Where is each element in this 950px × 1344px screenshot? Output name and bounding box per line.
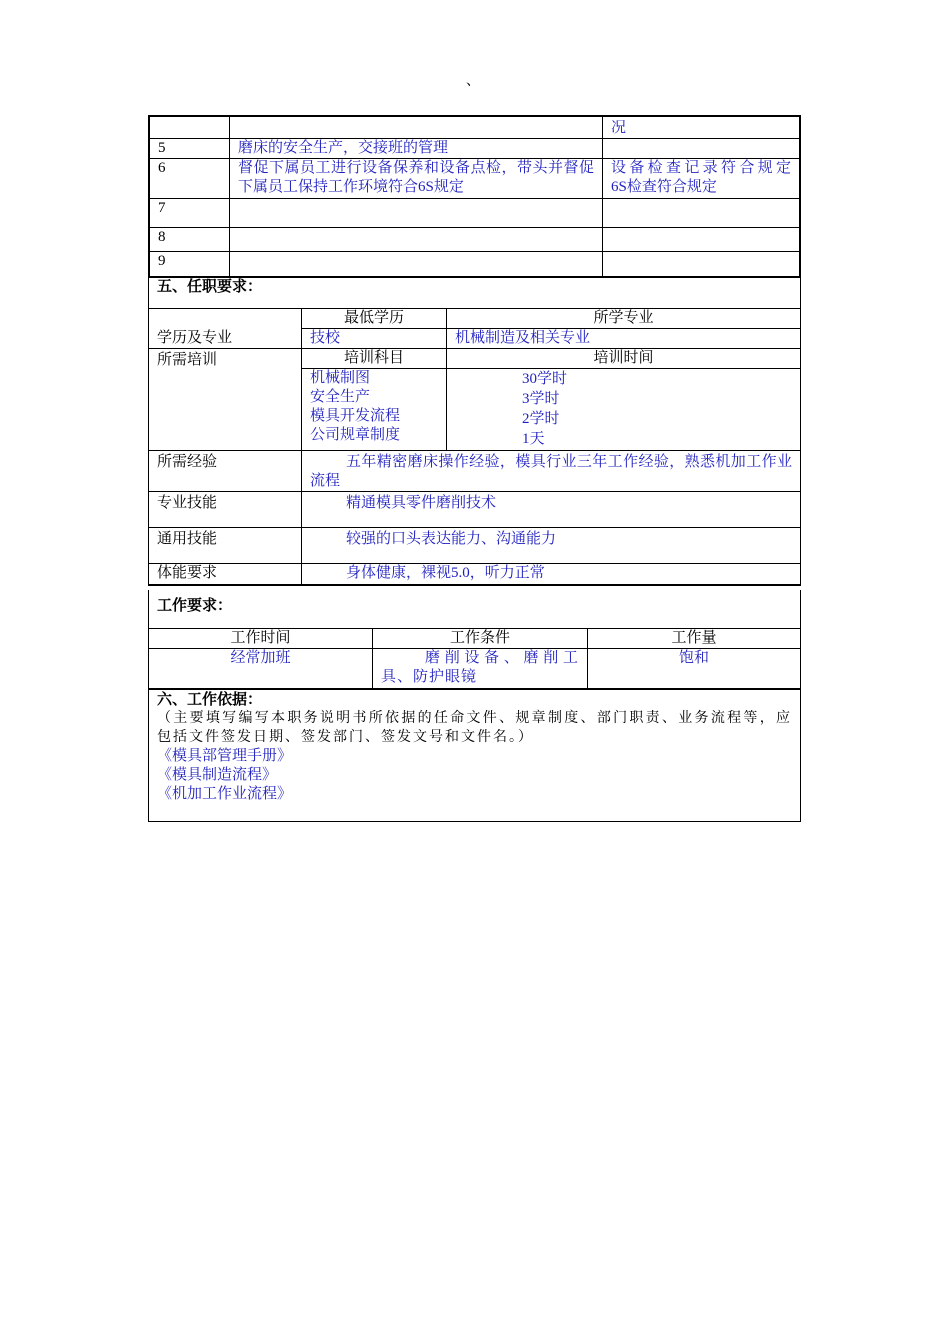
training-subject-header: 培训科目 <box>302 349 447 369</box>
min-education-header: 最低学历 <box>302 309 447 329</box>
general-skill-label: 通用技能 <box>149 528 302 564</box>
training-subjects <box>302 369 447 451</box>
workload-value: 饱和 <box>588 649 801 689</box>
work-condition-header: 工作条件 <box>373 629 588 649</box>
basis-doc: 《机加工作业流程》 <box>157 786 293 802</box>
training-subject: 模具开发流程 <box>310 408 401 424</box>
row-num: 7 <box>150 199 230 228</box>
training-time-header: 培训时间 <box>447 349 801 369</box>
professional-skill-value: 精通模具零件磨削技术 <box>302 492 801 528</box>
general-skill-value: 较强的口头表达能力、沟通能力 <box>302 528 801 564</box>
min-education-value: 技校 <box>302 329 447 349</box>
training-subject: 机械制图 <box>310 370 371 386</box>
section-title: 六、工作依据： <box>157 692 263 708</box>
training-subject: 公司规章制度 <box>310 427 401 443</box>
experience-label: 所需经验 <box>149 451 302 492</box>
professional-skill-label: 专业技能 <box>149 492 302 528</box>
basis-doc: 《模具制造流程》 <box>157 767 278 783</box>
training-hours <box>447 369 801 451</box>
row-num: 5 <box>150 139 230 159</box>
standard-line: 6S检查符合规定 <box>611 179 717 195</box>
training-hour: 2学时 <box>522 411 560 427</box>
training-hour: 3学时 <box>522 391 560 407</box>
work-condition-value: 磨削设备、磨削工具、防护眼镜 <box>373 649 588 689</box>
education-label: 学历及专业 <box>149 309 302 349</box>
requirements-section <box>148 273 801 586</box>
task-cell: 督促下属员工进行设备保养和设备点检，带头并督促下属员工保持工作环境符合6S规定 <box>230 159 603 199</box>
duty-table <box>148 115 801 278</box>
basis-docs <box>149 747 800 804</box>
section-title: 工作要求： <box>157 598 233 614</box>
training-label: 所需培训 <box>149 349 302 451</box>
basis-doc: 《模具部管理手册》 <box>157 748 293 764</box>
row-num: 8 <box>150 228 230 252</box>
work-basis-section <box>148 687 801 822</box>
section-title: 五、任职要求： <box>157 279 263 295</box>
standard-cell <box>603 159 800 199</box>
work-time-value: 经常加班 <box>149 649 373 689</box>
experience-value: 五年精密磨床操作经验，模具行业三年工作经验，熟悉机加工作业流程 <box>302 451 801 492</box>
basis-note: （主要填写编写本职务说明书所依据的任命文件、规章制度、部门职责、业务流程等，应包括文件签发日期、签发部门、签发文号和文件名。） <box>157 711 792 745</box>
major-header: 所学专业 <box>447 309 801 329</box>
row-num: 9 <box>150 252 230 277</box>
training-hour: 30学时 <box>522 371 568 387</box>
physical-value: 身体健康，裸视5.0，听力正常 <box>302 564 801 585</box>
work-time-header: 工作时间 <box>149 629 373 649</box>
row-num: 6 <box>150 159 230 199</box>
task-cell: 磨床的安全生产，交接班的管理 <box>230 139 603 159</box>
page-mark: 、 <box>466 74 480 89</box>
work-requirements-section <box>148 590 801 690</box>
workload-header: 工作量 <box>588 629 801 649</box>
physical-label: 体能要求 <box>149 564 302 585</box>
standard-continued: 况 <box>603 117 800 139</box>
training-hour: 1天 <box>522 431 545 447</box>
standard-line: 设备检查记录符合规定 <box>611 160 791 176</box>
major-value: 机械制造及相关专业 <box>447 329 801 349</box>
training-subject: 安全生产 <box>310 389 371 405</box>
